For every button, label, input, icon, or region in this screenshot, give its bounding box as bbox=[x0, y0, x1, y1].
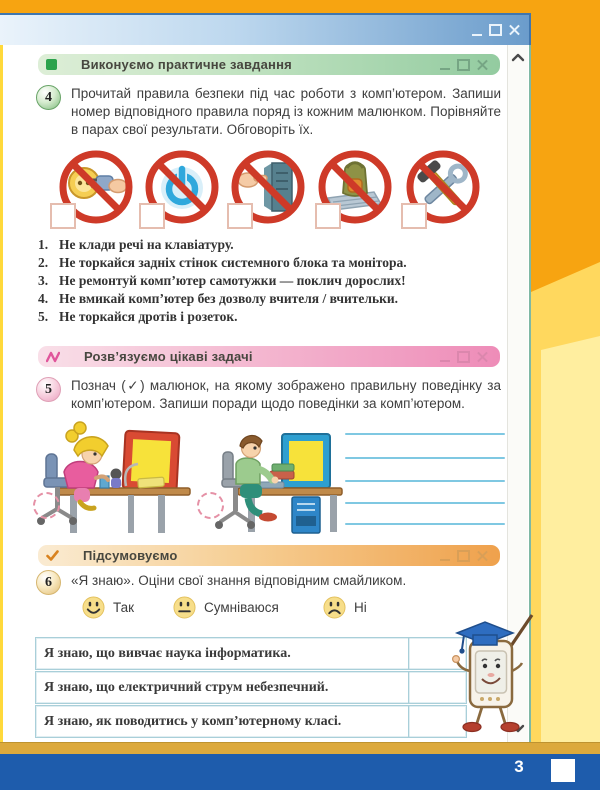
know-statement: Я знаю, що електричний струм небезпечний. bbox=[44, 679, 329, 695]
page-fold-tab-light bbox=[541, 336, 600, 748]
table-row bbox=[35, 637, 467, 670]
maximize-icon[interactable] bbox=[489, 24, 502, 36]
close-icon[interactable] bbox=[477, 550, 488, 561]
boy-at-computer-illustration bbox=[196, 416, 348, 536]
maximize-icon[interactable] bbox=[457, 59, 470, 71]
girl-at-computer-illustration bbox=[30, 416, 200, 536]
list-item bbox=[38, 308, 500, 326]
mark-circle-girl[interactable] bbox=[33, 492, 60, 519]
close-icon[interactable] bbox=[477, 351, 488, 362]
list-item bbox=[38, 290, 500, 308]
know-statement: Я знаю, як поводитись у комп’ютерному класі. bbox=[44, 713, 342, 729]
smiley-neutral-icon[interactable] bbox=[173, 596, 196, 619]
rule-number: 2. bbox=[38, 255, 49, 270]
close-icon[interactable] bbox=[509, 25, 520, 36]
rule-number-box-2[interactable] bbox=[139, 203, 165, 229]
window-titlebar bbox=[0, 13, 531, 47]
footer-square-marker bbox=[551, 759, 575, 782]
task-instruction: Познач (✓) малюнок, на якому зображено правильну поведінку за комп’ютером. Запиши поради щодо поведінки за комп’ютером. bbox=[71, 378, 501, 412]
rule-text: Не торкайся дротів і розеток. bbox=[59, 309, 238, 324]
minimize-icon[interactable] bbox=[440, 59, 450, 70]
list-item bbox=[38, 236, 500, 254]
rule-number: 3. bbox=[38, 273, 49, 288]
rule-number-box-1[interactable] bbox=[50, 203, 76, 229]
page-number: 3 bbox=[514, 757, 524, 776]
answer-line[interactable] bbox=[345, 502, 505, 504]
safety-rules-list bbox=[38, 236, 500, 326]
mark-circle-boy[interactable] bbox=[197, 492, 224, 519]
task-number-badge: 4 bbox=[36, 85, 61, 110]
tablet-mascot-illustration bbox=[444, 613, 536, 741]
smiley-happy-icon[interactable] bbox=[82, 596, 105, 619]
task-number-badge: 6 bbox=[36, 570, 61, 595]
task-instruction: «Я знаю». Оціни свої знання відповідним смайликом. bbox=[71, 573, 407, 588]
rule-number: 5. bbox=[38, 309, 49, 324]
scroll-up-button[interactable] bbox=[510, 49, 526, 65]
window-controls bbox=[472, 24, 520, 36]
table-row bbox=[35, 705, 467, 738]
minimize-icon[interactable] bbox=[472, 25, 482, 36]
close-icon[interactable] bbox=[477, 59, 488, 70]
know-statement: Я знаю, що вивчає наука інформатика. bbox=[44, 645, 291, 661]
smiley-sad-icon[interactable] bbox=[323, 596, 346, 619]
section-title: Підсумовуємо bbox=[83, 548, 178, 563]
list-item bbox=[38, 272, 500, 290]
header-window-controls bbox=[440, 351, 488, 363]
chevron-up-icon bbox=[511, 53, 525, 62]
table-row bbox=[35, 671, 467, 704]
green-square-icon bbox=[46, 59, 57, 70]
answer-line[interactable] bbox=[345, 457, 505, 459]
list-item bbox=[38, 254, 500, 272]
rule-text: Не вмикай комп’ютер без дозволу вчителя / вчительки. bbox=[59, 291, 399, 306]
option-label: Так bbox=[113, 600, 135, 615]
zigzag-pencil-icon bbox=[46, 351, 60, 363]
section-title: Розв’язуємо цікаві задачі bbox=[84, 349, 253, 364]
rule-text: Не торкайся задніх стінок системного блока та монітора. bbox=[59, 255, 407, 270]
rule-number-box-4[interactable] bbox=[315, 203, 341, 229]
section-header-practice bbox=[38, 54, 500, 75]
rule-number: 1. bbox=[38, 237, 49, 252]
option-label: Ні bbox=[354, 600, 367, 615]
answer-line[interactable] bbox=[345, 433, 505, 435]
checkmark-icon bbox=[46, 550, 59, 561]
task-instruction: Прочитай правила безпеки під час роботи з комп’ютером. Запиши номер відповідного правила поряд із кожним малюнком. Порівняйте в парах свої результати. Обговоріть їх. bbox=[71, 86, 501, 138]
minimize-icon[interactable] bbox=[440, 351, 450, 362]
header-window-controls bbox=[440, 550, 488, 562]
header-window-controls bbox=[440, 59, 488, 71]
rule-text: Не клади речі на клавіатуру. bbox=[59, 237, 234, 252]
rule-text: Не ремонтуй комп’ютер самотужки — поклич дорослих! bbox=[59, 273, 406, 288]
option-label: Сумніваюся bbox=[204, 600, 279, 615]
answer-line[interactable] bbox=[345, 480, 505, 482]
section-header-summary bbox=[38, 545, 500, 566]
page-edge-strip bbox=[0, 45, 3, 742]
rule-number-box-5[interactable] bbox=[401, 203, 427, 229]
minimize-icon[interactable] bbox=[440, 550, 450, 561]
maximize-icon[interactable] bbox=[457, 550, 470, 562]
section-header-puzzles bbox=[38, 346, 500, 367]
maximize-icon[interactable] bbox=[457, 351, 470, 363]
answer-line[interactable] bbox=[345, 523, 505, 525]
task-number-badge: 5 bbox=[36, 377, 61, 402]
rule-number: 4. bbox=[38, 291, 49, 306]
section-title: Виконуємо практичне завдання bbox=[81, 57, 292, 72]
rule-number-box-3[interactable] bbox=[227, 203, 253, 229]
